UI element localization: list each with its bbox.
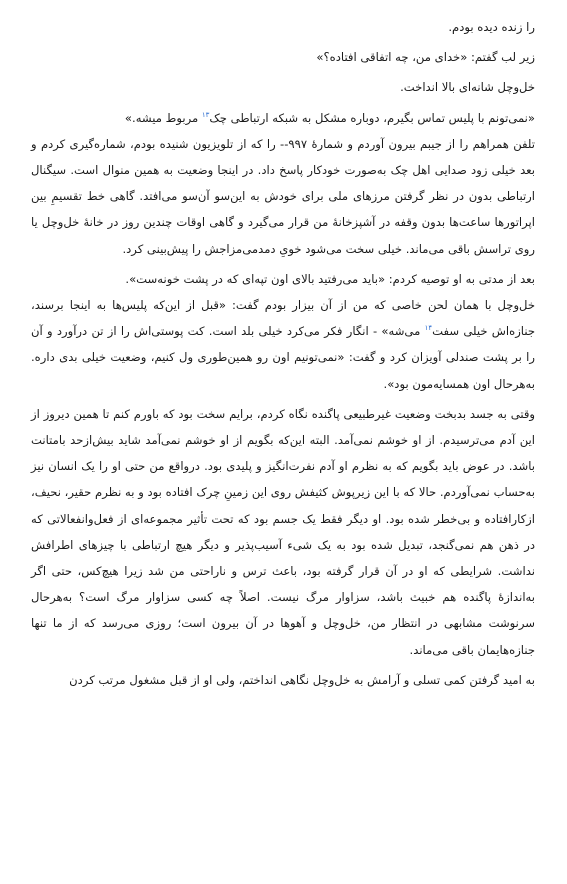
paragraph-5: تلفن همراهم را از جیبم بیرون آوردم و شمارهٔ ۹۹۷-- را که از تلویزیون شنیده بودم، شماره‌گیری کردم و بعد خیلی زود صدایی اهل چک به‌صورت خودکار پاسخ داد. در اینجا وضعیت به همین منوال است. سیگنال ارتباطی بدون در نظر گرفتن مرزهای ملی برای خودش به این‌سو آن‌سو می‌افتد. گاهی خط تقسیمِ بین اپراتورها ساعت‌ها بدون وقفه در آشپزخانهٔ من قرار می‌گیرد و گاهی اوقات چندین روز در خانهٔ خل‌وچل یا روی تراسش باقی می‌ماند. خیلی سخت می‌شود خویِ دمدمی‌مزاجش را پیش‌بینی کرد. xyxy=(31,136,535,256)
paragraph-7-text-after: می‌شه» - انگار فکر می‌کرد خیلی بلد است. کت پوستی‌اش را از تن درآورد و آن را بر پشت صندلی آویزان کرد و گفت: «نمی‌تونیم اون رو همین‌طوری ول کنیم، وضعیت خیلی بدی داره. به‌هرحال اون همسایه‌مون بود». xyxy=(31,324,535,391)
paragraph-9: به امید گرفتن کمی تسلی و آرامش به خل‌وچل نگاهی انداختم، ولی او از قبل مشغول مرتب کردن xyxy=(69,672,535,687)
footnote-marker-13[interactable]: ۱۳ xyxy=(201,110,210,119)
paragraph-3: خل‌وچل شانه‌ای بالا انداخت. xyxy=(400,80,535,95)
paragraph-8: وقتی به جسد بدبخت وضعیت غیرطبیعی پاگنده نگاه کردم، برایم سخت بود که باورم کنم تا همین دیروز از این آدم می‌ترسیدم. از او خوشم نمی‌آمد. البته این‌که بگویم از او خوشم نمی‌آمد شاید بیش‌ازحد بامتانت باشد. در عوض باید بگویم که به نظرم او آدم نفرت‌انگیز و پلیدی بود. درواقع من حتی او را یک انسان نیز به‌حساب نمی‌آوردم. حالا که با این زیرپوش کثیفش روی این زمینِ چرک افتاده بود و به نظرم حقیر، نحیف، ازکارافتاده و بی‌خطر شده بود. او دیگر فقط یک جسم بود که تحت تأثیر مجموعه‌ای از فعل‌وانفعالاتی که در ذهن هم نمی‌گنجد، تبدیل شده بود به یک شیء آسیب‌پذیر و دیگر هیچ ارتباطی با چیزهای اطرافش نداشت. شرایطی که او در آن قرار گرفته بود، باعث ترس و ناراحتی من شد زیرا هیچ‌کس، حتی اگر به‌اندازهٔ پاگنده هم خبیث باشد، سزاوار مرگ نیست. اصلاً چه کسی سزاوار مرگ است؟ به‌هرحال سرنوشت مشابهی در انتظار من، خل‌وچل و آهوها در آن بیرون است؛ روزی می‌رسد که از ما تنها جنازه‌هایمان باقی می‌ماند. xyxy=(31,406,535,657)
paragraph-2: زیر لب گفتم: «خدای من، چه اتفاقی افتاده؟» xyxy=(316,50,535,65)
footnote-marker-14[interactable]: ۱۴ xyxy=(424,324,433,333)
paragraph-7 xyxy=(31,292,535,397)
paragraph-7-text-before: خل‌وچل با همان لحن خاصی که من از آن بیزار بودم گفت: «قبل از این‌که پلیس‌ها به اینجا برسند، جنازه‌اش خیلی سفت xyxy=(31,298,536,339)
paragraph-4 xyxy=(31,105,535,131)
paragraph-4-text-after: مربوط میشه.» xyxy=(124,110,202,125)
paragraph-1: را زنده دیده بودم. xyxy=(448,20,535,34)
paragraph-4-text-before: «نمی‌تونم با پلیس تماس بگیرم، دوباره مشکل به شبکه ارتباطی چک xyxy=(209,110,535,125)
paragraph-6: بعد از مدتی به او توصیه کردم: «باید می‌رفتید بالای اون تپه‌ای که در پشت خونه‌ست». xyxy=(125,271,535,286)
